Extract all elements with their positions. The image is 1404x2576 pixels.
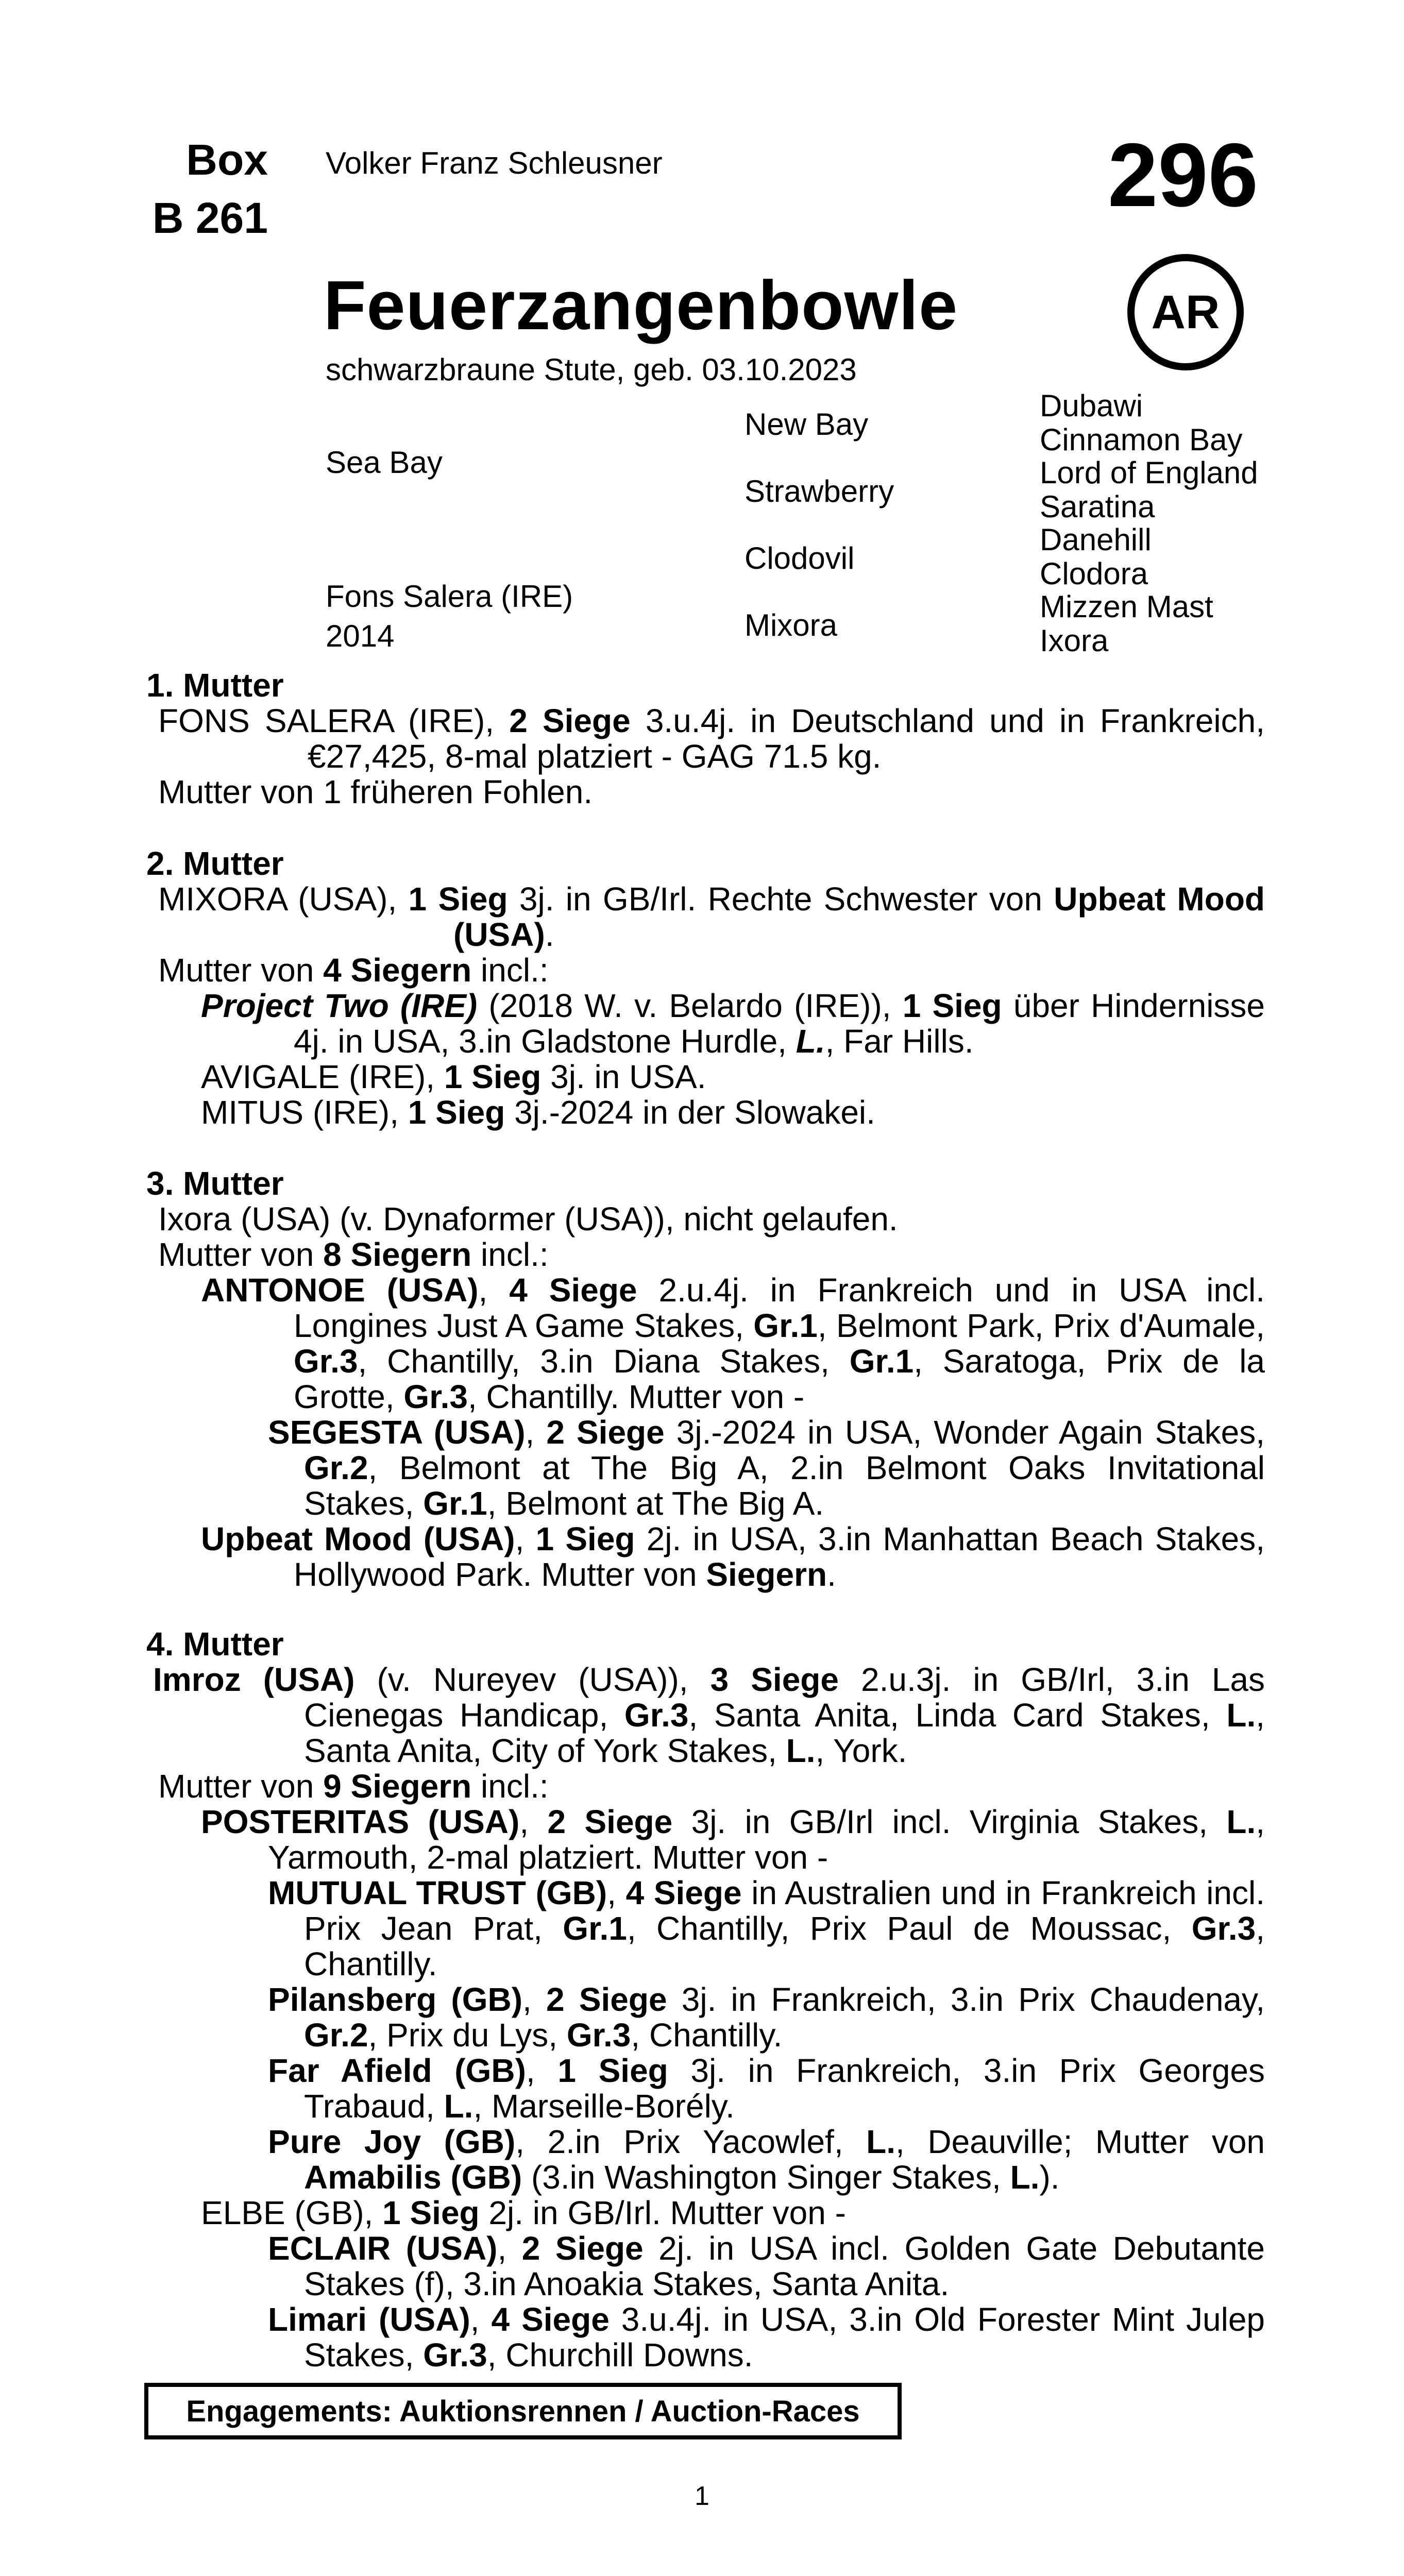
produce-entry: AVIGALE (IRE), 1 Sieg 3j. in USA.	[201, 1058, 706, 1095]
section-heading: 1. Mutter	[146, 667, 284, 704]
section-heading: 2. Mutter	[146, 845, 284, 882]
section-first-dam	[146, 667, 1265, 810]
dam-produce-note: Mutter von 1 früheren Fohlen.	[158, 773, 593, 810]
section-heading: 3. Mutter	[146, 1165, 284, 1202]
pedigree-gen3-item: Mizzen Mast	[1040, 589, 1213, 624]
produce-entry: ANTONOE (USA), 4 Siege 2.u.4j. in Frankreich und in USA incl. Longines Just A Game Stakes, Gr.1, Belmont Park, Prix d'Aumale, Gr.3, Chantilly, 3.in Diana Stakes, Gr.1, Saratoga, Prix de la Grotte, Gr.3, Chantilly. Mutter von -	[201, 1272, 1265, 1415]
produce-entry: Pure Joy (GB), 2.in Prix Yacowlef, L., Deauville; Mutter von Amabilis (GB) (3.in Washington Singer Stakes, L.).	[268, 2123, 1265, 2196]
pedigree-gen3-item: Danehill	[1040, 522, 1152, 557]
pedigree-gen3-item: Saratina	[1040, 489, 1155, 524]
produce-entry: Pilansberg (GB), 2 Siege 3j. in Frankreich, 3.in Prix Chaudenay, Gr.2, Prix du Lys, Gr.3, Chantilly.	[268, 1981, 1265, 2054]
produce-entry: MUTUAL TRUST (GB), 4 Siege in Australien und in Frankreich incl. Prix Jean Prat, Gr.1, Chantilly, Prix Paul de Moussac, Gr.3, Chantilly.	[268, 1874, 1265, 1982]
produce-entry: Limari (USA), 4 Siege 3.u.4j. in USA, 3.in Old Forester Mint Julep Stakes, Gr.3, Churchill Downs.	[268, 2301, 1265, 2374]
box-number: B 261	[152, 194, 268, 242]
pedigree-dam-year: 2014	[326, 619, 395, 653]
pedigree-gen3-item: Dubawi	[1040, 388, 1143, 423]
produce-entry: Far Afield (GB), 1 Sieg 3j. in Frankreich, 3.in Prix Georges Trabaud, L., Marseille-Borély.	[268, 2052, 1265, 2125]
page-number: 1	[695, 2481, 709, 2511]
produce-entry: Upbeat Mood (USA), 1 Sieg 2j. in USA, 3.in Manhattan Beach Stakes, Hollywood Park. Mutter von Siegern.	[201, 1520, 1265, 1593]
pedigree-gen2-item: Strawberry	[745, 474, 894, 509]
engagements-label: Engagements: Auktionsrennen / Auction-Races	[186, 2394, 860, 2428]
pedigree-sire: Sea Bay	[326, 445, 443, 480]
pedigree-gen3-item: Clodora	[1040, 556, 1148, 591]
section-heading: 4. Mutter	[146, 1625, 284, 1663]
pedigree-gen3-item: Cinnamon Bay	[1040, 422, 1243, 457]
produce-entry: Project Two (IRE) (2018 W. v. Belardo (IRE)), 1 Sieg über Hindernisse 4j. in USA, 3.in Gladstone Hurdle, L., Far Hills.	[201, 987, 1265, 1060]
section-second-dam	[146, 845, 1265, 1131]
dam-produce-note: Mutter von 9 Siegern incl.:	[158, 1768, 549, 1805]
horse-name: Feuerzangenbowle	[324, 266, 958, 344]
dam-record: FONS SALERA (IRE), 2 Siege 3.u.4j. in Deutschland und in Frankreich, €27,425, 8-mal platziert - GAG 71.5 kg.	[158, 702, 1265, 775]
horse-description: schwarzbraune Stute, geb. 03.10.2023	[326, 352, 857, 387]
pedigree-dam: Fons Salera (IRE)	[326, 579, 573, 614]
section-third-dam	[146, 1165, 1265, 1593]
produce-entry: SEGESTA (USA), 2 Siege 3j.-2024 in USA, Wonder Again Stakes, Gr.2, Belmont at The Big A, 2.in Belmont Oaks Invitational Stakes, Gr.1, Belmont at The Big A.	[268, 1414, 1265, 1522]
consignor-name: Volker Franz Schleusner	[326, 146, 663, 180]
ar-badge	[1127, 254, 1244, 370]
produce-entry: POSTERITAS (USA), 2 Siege 3j. in GB/Irl incl. Virginia Stakes, L., Yarmouth, 2-mal platziert. Mutter von -	[201, 1803, 1265, 1876]
engagements-box	[144, 2383, 902, 2439]
box-label: Box	[186, 135, 268, 184]
produce-entry: MITUS (IRE), 1 Sieg 3j.-2024 in der Slowakei.	[201, 1094, 875, 1131]
pedigree-gen3-item: Ixora	[1040, 623, 1109, 658]
pedigree-gen2-item: Clodovil	[745, 541, 855, 575]
dam-record: MIXORA (USA), 1 Sieg 3j. in GB/Irl. Rechte Schwester von Upbeat Mood (USA).	[158, 880, 1265, 953]
dam-produce-note: Mutter von 4 Siegern incl.:	[158, 952, 549, 989]
pedigree-gen3-item: Lord of England	[1040, 455, 1258, 490]
pedigree-gen2-item: New Bay	[745, 407, 869, 442]
dam-record: Imroz (USA) (v. Nureyev (USA)), 3 Siege 2.u.3j. in GB/Irl, 3.in Las Cienegas Handicap, Gr.3, Santa Anita, Linda Card Stakes, L., Santa Anita, City of York Stakes, L., York.	[153, 1661, 1265, 1769]
ar-badge-label: AR	[1151, 285, 1220, 338]
pedigree-gen2-item: Mixora	[745, 608, 838, 642]
produce-entry: ECLAIR (USA), 2 Siege 2j. in USA incl. Golden Gate Debutante Stakes (f), 3.in Anoakia Stakes, Santa Anita.	[268, 2230, 1265, 2302]
lot-number: 296	[1108, 125, 1258, 226]
produce-entry: ELBE (GB), 1 Sieg 2j. in GB/Irl. Mutter von -	[201, 2194, 846, 2231]
section-fourth-dam	[146, 1625, 1265, 2374]
dam-produce-note: Mutter von 8 Siegern incl.:	[158, 1236, 549, 1273]
dam-record: Ixora (USA) (v. Dynaformer (USA)), nicht gelaufen.	[158, 1200, 898, 1238]
